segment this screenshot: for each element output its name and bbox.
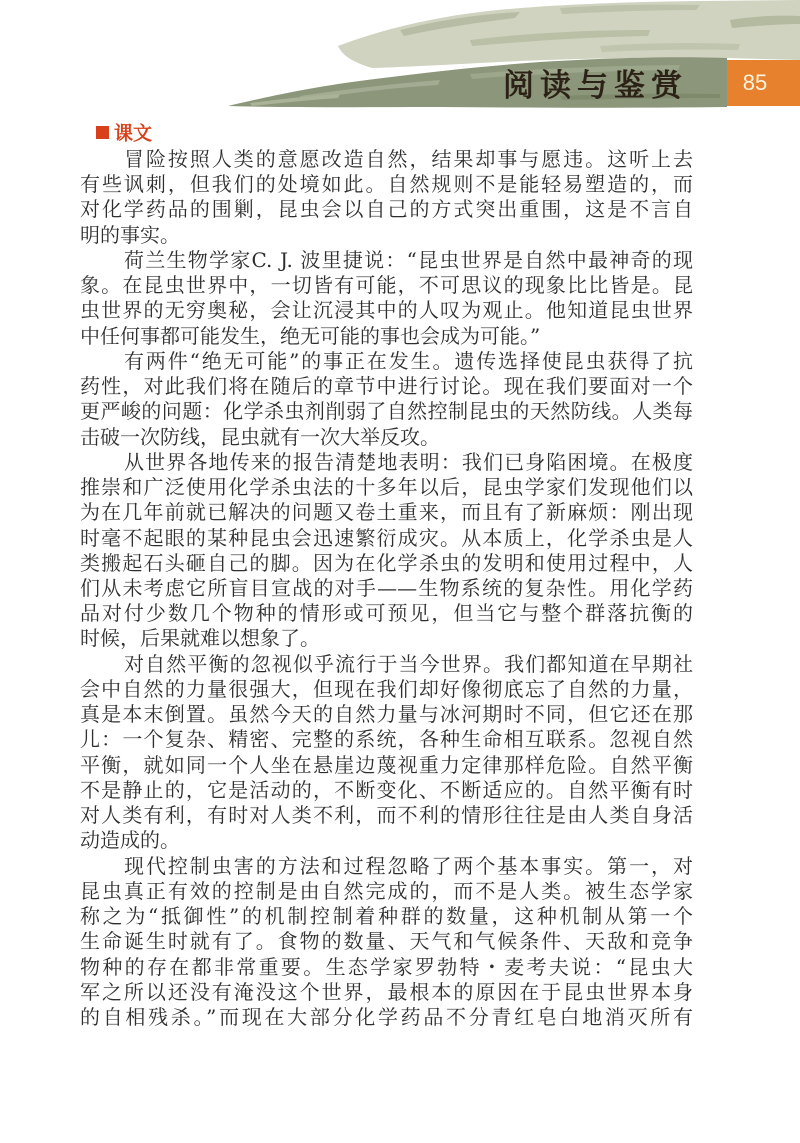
text-line: 药性，对此我们将在随后的章节中进行讨论。现在我们要面对一个 — [80, 374, 693, 399]
square-bullet-icon — [96, 126, 109, 139]
text-line: 品对付少数几个物种的情形或可预见，但当它与整个群落抗衡的 — [80, 601, 693, 626]
text-line: 冒险按照人类的意愿改造自然，结果却事与愿违。这听上去 — [124, 147, 693, 171]
text-line: 虫世界的无穷奥秘，会让沉浸其中的人叹为观止。他知道昆虫世界 — [80, 298, 693, 323]
section-title: 阅读与鉴赏 — [503, 68, 688, 104]
text-line: 真是本末倒置。虽然今天的自然力量与冰河期时不同，但它还在那 — [80, 702, 693, 727]
lesson-heading-text: 课文 — [114, 122, 153, 145]
text-line: 昆虫真正有效的控制是由自然完成的，而不是人类。被生态学家 — [80, 878, 693, 903]
text-line: 中任何事都可能发生，绝无可能的事也会成为可能。” — [80, 323, 541, 348]
text-line: 平衡，就如同一个人坐在悬崖边蔑视重力定律那样危险。自然平衡 — [80, 752, 693, 777]
text-line: 会中自然的力量很强大，但现在我们却好像彻底忘了自然的力量， — [80, 676, 693, 701]
page-number-badge — [727, 60, 800, 106]
text-line: 击破一次防线，昆虫就有一次大举反攻。 — [80, 424, 440, 449]
text-line: 物种的存在都非常重要。生态学家罗勃特・麦考夫说：“昆虫大 — [80, 954, 693, 979]
text-line: 们从未考虑它所盲目宣战的对手——生物系统的复杂性。用化学药 — [80, 575, 693, 600]
text-line: 动造成的。 — [80, 828, 180, 853]
text-line: 对人类有利，有时对人类不利，而不利的情形往往是由人类自身活 — [80, 803, 693, 828]
text-line: 更严峻的问题：化学杀虫剂削弱了自然控制昆虫的天然防线。人类每 — [80, 399, 693, 424]
text-line: 对化学药品的围剿，昆虫会以自己的方式突出重围，这是不言自 — [80, 197, 693, 222]
text-line: 象。在昆虫世界中，一切皆有可能，不可思议的现象比比皆是。昆 — [80, 273, 693, 298]
paragraph — [80, 248, 693, 349]
page-number: 85 — [742, 70, 768, 95]
text-line: 有两件“绝无可能”的事正在发生。遗传选择使昆虫获得了抗 — [124, 348, 693, 373]
text-line: 时候，后果就难以想象了。 — [80, 626, 320, 651]
paragraph — [80, 147, 693, 248]
text-line: 称之为“抵御性”的机制控制着种群的数量，这种机制从第一个 — [80, 904, 693, 929]
text-line: 有些讽刺，但我们的处境如此。自然规则不是能轻易塑造的，而 — [80, 172, 693, 197]
text-line: 时毫不起眼的某种昆虫会迅速繁衍成灾。从本质上，化学杀虫是人 — [80, 525, 693, 550]
text-line: 推崇和广泛使用化学杀虫法的十多年以后，昆虫学家们发现他们以 — [80, 475, 693, 500]
text-line: 荷兰生物学家C. J. 波里捷说：“昆虫世界是自然中最神奇的现 — [124, 247, 693, 272]
text-line: 现代控制虫害的方法和过程忽略了两个基本事实。第一，对 — [124, 853, 693, 878]
paragraph — [80, 854, 693, 1031]
lesson-heading — [96, 121, 152, 145]
text-line: 军之所以还没有淹没这个世界，最根本的原因在于昆虫世界本身 — [80, 979, 693, 1004]
article-body — [80, 147, 693, 1030]
paragraph — [80, 450, 693, 652]
paragraph — [80, 349, 693, 450]
text-line: 儿：一个复杂、精密、完整的系统，各种生命相互联系。忽视自然 — [80, 727, 693, 752]
text-line: 为在几年前就已解决的问题又卷土重来，而且有了新麻烦：刚出现 — [80, 500, 693, 525]
text-line: 的自相残杀。”而现在大部分化学药品不分青红皂白地消灭所有 — [80, 1004, 693, 1029]
text-line: 对自然平衡的忽视似乎流行于当今世界。我们都知道在早期社 — [124, 651, 693, 676]
text-line: 明的事实。 — [80, 222, 180, 247]
paragraph — [80, 652, 693, 854]
text-line: 不是静止的，它是活动的，不断变化、不断适应的。自然平衡有时 — [80, 777, 693, 802]
text-line: 从世界各地传来的报告清楚地表明：我们已身陷困境。在极度 — [124, 449, 693, 474]
text-line: 类搬起石头砸自己的脚。因为在化学杀虫的发明和使用过程中，人 — [80, 550, 693, 575]
text-line: 生命诞生时就有了。食物的数量、天气和气候条件、天敌和竞争 — [80, 929, 693, 954]
